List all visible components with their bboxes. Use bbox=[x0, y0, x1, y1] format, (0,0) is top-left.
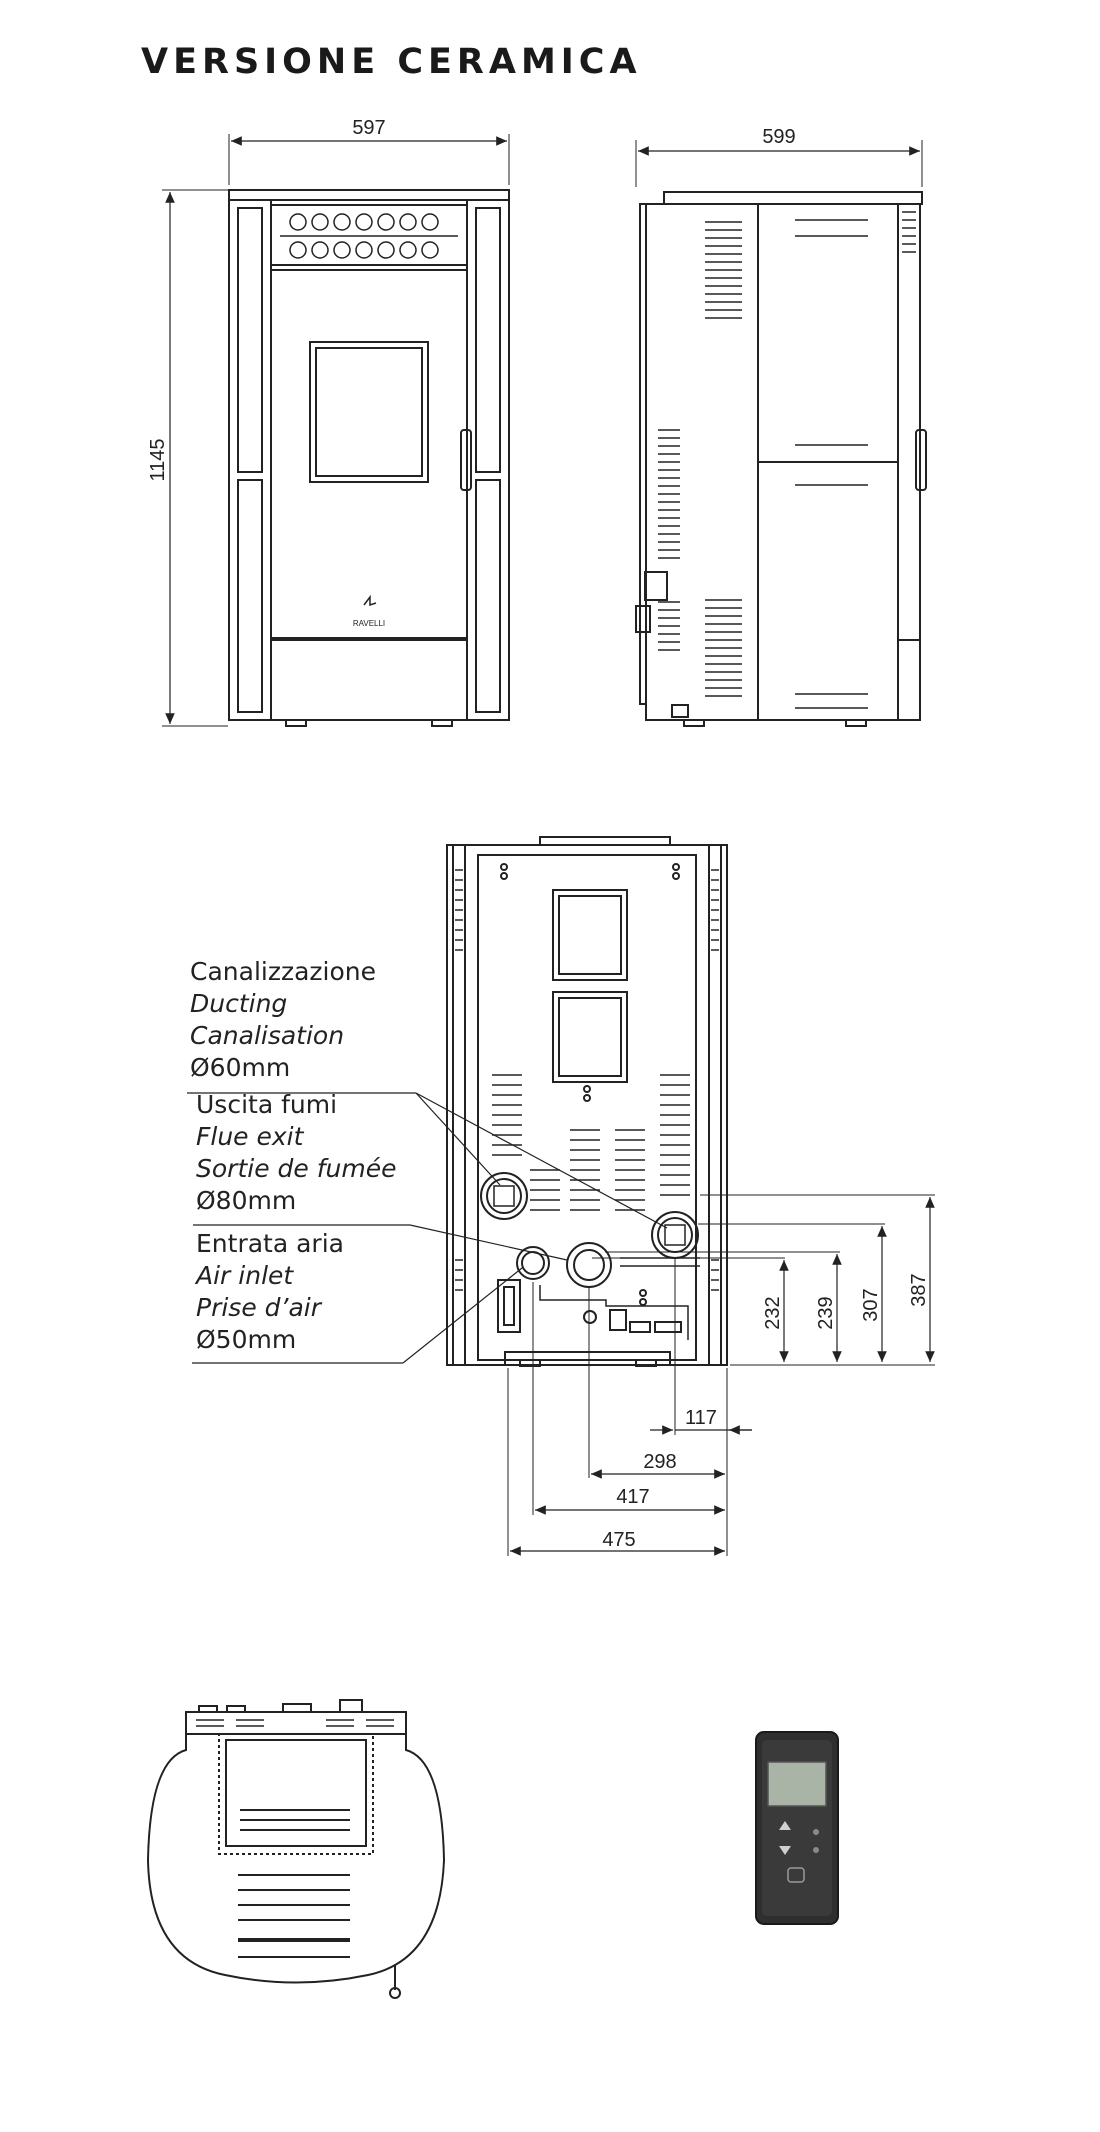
ducting-label-it: Canalizzazione bbox=[190, 957, 376, 986]
front-view bbox=[229, 190, 509, 726]
dim-height: 1145 bbox=[147, 438, 169, 482]
flue-label-en: Flue exit bbox=[196, 1122, 304, 1151]
ducting-label bbox=[190, 956, 376, 1084]
air-label-size: Ø50mm bbox=[196, 1325, 297, 1354]
side-view bbox=[636, 192, 926, 726]
ducting-label-fr: Canalisation bbox=[190, 1021, 345, 1050]
rear-view bbox=[447, 837, 727, 1366]
air-label-en: Air inlet bbox=[196, 1261, 294, 1290]
top-view bbox=[148, 1700, 444, 1998]
air-label-it: Entrata aria bbox=[196, 1229, 344, 1258]
dim-232: 232 bbox=[762, 1296, 784, 1330]
flue-label bbox=[196, 1089, 396, 1217]
air-label bbox=[196, 1228, 344, 1356]
dim-307: 307 bbox=[860, 1288, 882, 1322]
flue-label-fr: Sortie de fumée bbox=[196, 1154, 397, 1183]
page-title: VERSIONE CERAMICA bbox=[141, 42, 642, 82]
air-label-fr: Prise d’air bbox=[196, 1293, 322, 1322]
ducting-label-size: Ø60mm bbox=[190, 1053, 291, 1082]
dim-298: 298 bbox=[643, 1451, 677, 1473]
flue-label-size: Ø80mm bbox=[196, 1186, 297, 1215]
dim-side-depth: 599 bbox=[762, 126, 796, 148]
ducting-label-en: Ducting bbox=[190, 989, 288, 1018]
flue-label-it: Uscita fumi bbox=[196, 1090, 338, 1119]
logo-text: RAVELLI bbox=[352, 619, 386, 628]
remote-control bbox=[756, 1732, 838, 1924]
dim-117: 117 bbox=[685, 1407, 717, 1429]
dim-475: 475 bbox=[602, 1529, 636, 1551]
dim-417: 417 bbox=[616, 1486, 650, 1508]
dim-387: 387 bbox=[908, 1273, 930, 1307]
dim-front-width: 597 bbox=[352, 117, 386, 139]
dim-239: 239 bbox=[815, 1296, 837, 1330]
